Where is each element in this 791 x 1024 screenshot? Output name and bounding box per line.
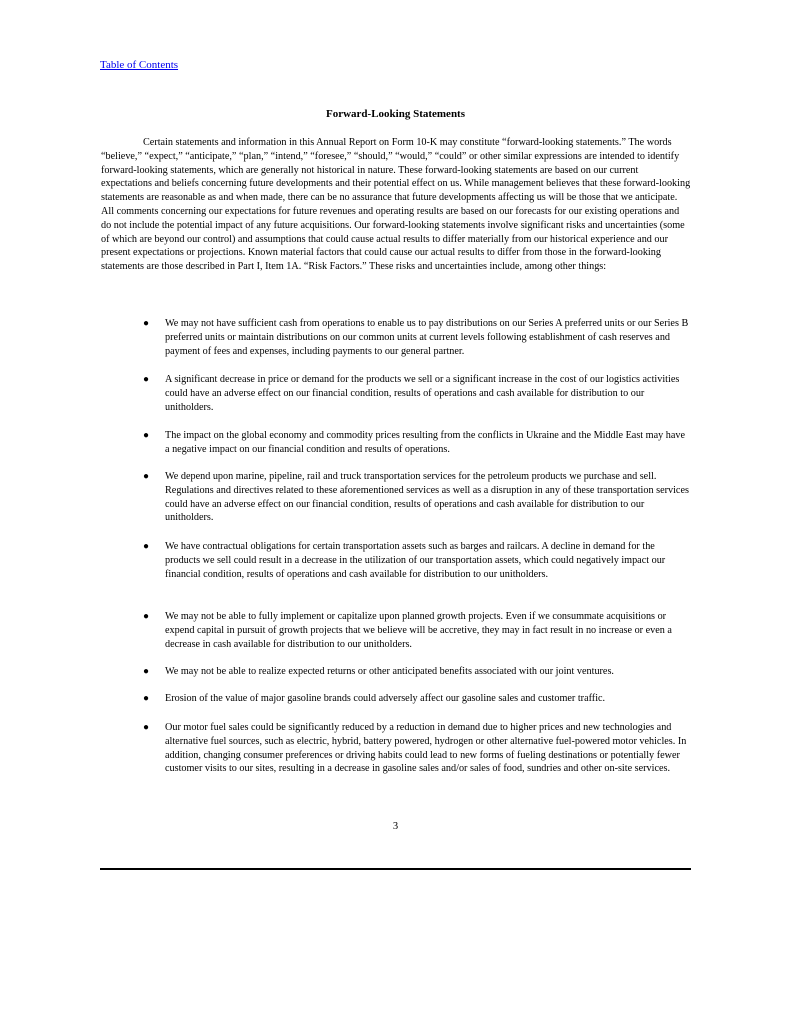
list-item-text: We may not be able to realize expected returns or other anticipated benefits associated with our joint ventures.: [165, 666, 614, 677]
page-number: 3: [392, 821, 399, 832]
bullet-icon: ●: [143, 541, 150, 552]
bullet-icon: ●: [143, 430, 150, 441]
list-item-text: We have contractual obligations for certain transportation assets such as barges and railcars. A decline in demand for the products we sell could result in a decrease in the utilization of our transportation assets, which could negatively impact our financial condition, results of operations and cash available for distribution to our unitholders.: [165, 541, 666, 580]
list-item-text: Erosion of the value of major gasoline brands could adversely affect our gasoline sales and customer traffic.: [165, 693, 606, 704]
bullet-icon: ●: [143, 471, 150, 482]
list-item-text: We depend upon marine, pipeline, rail and truck transportation services for the petroleum products we purchase and sell. Regulations and directives related to these aforementioned services as well as a disruption in any of these transportation services could have an adverse effect on our financial condition, results of operations and cash available for distribution to our unitholders.: [165, 471, 689, 524]
bullet-icon: ●: [143, 693, 150, 704]
list-item-text: A significant decrease in price or demand for the products we sell or a significant increase in the cost of our logistics activities could have an adverse effect on our financial condition, results of operations and cash available for distribution to our unitholders.: [165, 374, 680, 413]
list-item-text: Our motor fuel sales could be significantly reduced by a reduction in demand due to higher prices and new technologies and alternative fuel sources, such as electric, hybrid, battery powered, hydrogen or other alternative fuel-powered motor vehicles. In addition, changing consumer preferences or driving habits could lead to new forms of fueling destinations or potentially fewer customer visits to our sites, resulting in a decrease in gasoline sales and/or sales of food, sundries and other on-site services.: [165, 722, 687, 775]
bullet-icon: ●: [143, 722, 150, 733]
table-of-contents-link[interactable]: Table of Contents: [100, 59, 179, 71]
bullet-icon: ●: [143, 666, 150, 677]
intro-paragraph: Certain statements and information in this Annual Report on Form 10-K may constitute “forward-looking statements.” The words “believe,” “expect,” “anticipate,” “plan,” “intend,” “foresee,” “should,” “would,” “could” or other similar expressions are intended to identify forward-looking statements, which are generally not historical in nature. These forward-looking statements are based on our current expectations and beliefs concerning future developments and their potential effect on us. While management believes that these forward-looking statements are reasonable as and when made, there can be no assurance that future developments affecting us will be those that we anticipate. All comments concerning our expectations for future revenues and operating results are based on our forecasts for our existing operations and do not include the potential impact of any future acquisitions. Our forward-looking statements involve significant risks and uncertainties (some of which are beyond our control) and assumptions that could cause actual results to differ materially from our historical experience and our present expectations or projections. Known material factors that could cause our actual results to differ from those in the forward-looking statements are those described in Part I, Item 1A. “Risk Factors.” These risks and uncertainties include, among other things:: [101, 137, 691, 273]
page-divider: [100, 868, 691, 870]
section-title: Forward-Looking Statements: [325, 108, 466, 120]
list-item-text: The impact on the global economy and commodity prices resulting from the conflicts in Ukraine and the Middle East may have a negative impact on our financial condition and results of operations.: [165, 430, 685, 455]
list-item-text: We may not have sufficient cash from operations to enable us to pay distributions on our Series A preferred units or our Series B preferred units or maintain distributions on our common units at current levels following establishment of cash reserves and payment of fees and expenses, including payments to our general partner.: [165, 318, 689, 357]
list-item-text: We may not be able to fully implement or capitalize upon planned growth projects. Even if we consummate acquisitions or expend capital in pursuit of growth projects that we believe will be accretive, they may in fact result in no increase or even a decrease in cash available for distribution to our unitholders.: [165, 611, 672, 650]
bullet-icon: ●: [143, 318, 150, 329]
bullet-icon: ●: [143, 374, 150, 385]
bullet-icon: ●: [143, 611, 150, 622]
